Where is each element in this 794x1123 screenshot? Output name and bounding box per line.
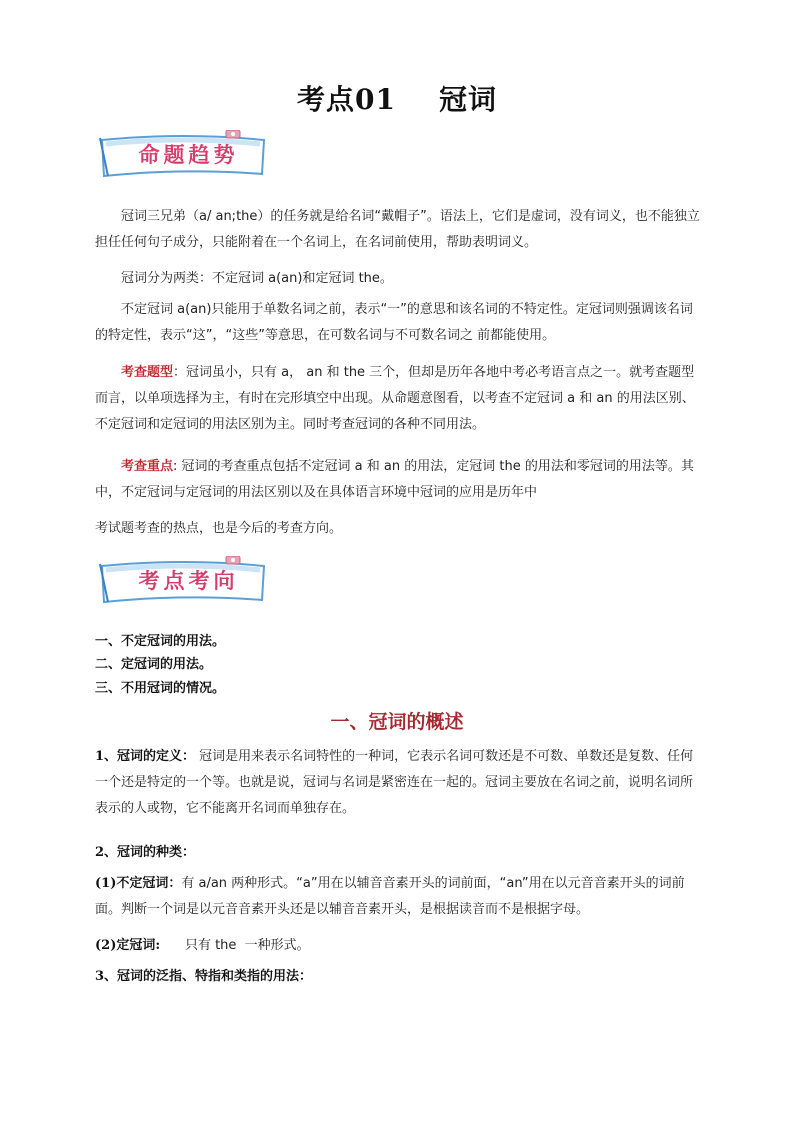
types-heading: 2、冠词的种类：: [95, 845, 196, 860]
intro-paragraph-6: 考试题考查的热点，也是今后的考查方向。: [95, 521, 343, 536]
usage-heading: 3、冠词的泛指、特指和类指的用法：: [95, 969, 313, 984]
question-type-label: 考查题型: [121, 365, 174, 380]
definite-article-paragraph: [95, 933, 705, 959]
definite-text: 只有 the 一种形式。: [160, 938, 310, 953]
key-point-label: 考查重点: [121, 459, 174, 474]
direction-item: 二、定冠词的用法。: [95, 657, 213, 672]
intro-paragraph-4: [95, 360, 705, 438]
indefinite-label: (1)不定冠词：: [95, 876, 182, 891]
trend-banner: [98, 130, 268, 180]
direction-item: 三、不用冠词的情况。: [95, 681, 226, 696]
banner-label: 考点考向: [138, 568, 239, 593]
overview-heading: 一、冠词的概述: [330, 711, 464, 733]
question-type-text: ：冠词虽小，只有 a， an 和 the 三个，但却是历年各地中考必考语言点之一。就考查题型而言，以单项选择为主，有时在完形填空中出现。从命题意图看，以考查不定冠词 a 和 an 的用法区别、不定冠词和定冠词的用法区别为主。同时考查冠词的各种不同用法。: [95, 365, 695, 432]
key-point-text: : 冠词的考查重点包括不定冠词 a 和 an 的用法，定冠词 the 的用法和零冠词的用法等。其中，不定冠词与定冠词的用法区别以及在具体语言环境中冠词的应用是历年中: [95, 459, 694, 500]
intro-paragraph-5: [95, 454, 705, 506]
page-title: 考点01 冠词: [297, 83, 497, 116]
intro-paragraph-3: 不定冠词 a(an)只能用于单数名词之前，表示“一”的意思和该名词的不特定性。定冠词则强调该名词的特定性，表示“这”，“这些”等意思，在可数名词与不可数名词之 前都能使用。: [95, 302, 693, 343]
banner-label: 命题趋势: [138, 142, 239, 167]
definition-text: 冠词是用来表示名词特性的一种词，它表示名词可数还是不可数、单数还是复数、任何一个还是特定的一个等。也就是说，冠词与名词是紧密连在一起的。冠词主要放在名词之前，说明名词所表示的人或物，它不能离开名词而单独存在。: [95, 749, 694, 816]
indefinite-text: 有 a/an 两种形式。“a”用在以辅音音素开头的词前面，“an”用在以元音音素开头的词前面。判断一个词是以元音音素开头还是以辅音音素开头，是根据读音而不是根据字母。: [95, 876, 685, 917]
intro-paragraph-1: 冠词三兄弟（a/ an;the）的任务就是给名词“戴帽子”。语法上，它们是虚词，没有词义，也不能独立担任任何句子成分，只能附着在一个名词上，在名词前使用，帮助表明词义。: [95, 209, 700, 250]
direction-item: 一、不定冠词的用法。: [95, 634, 226, 649]
definite-label: (2)定冠词:: [95, 938, 161, 953]
direction-banner: [98, 556, 268, 606]
indefinite-article-paragraph: [95, 871, 705, 923]
definition-paragraph: [95, 744, 705, 822]
definition-label: 1、冠词的定义：: [95, 749, 196, 764]
intro-paragraph-2: 冠词分为两类：不定冠词 a(an)和定冠词 the。: [121, 271, 393, 286]
